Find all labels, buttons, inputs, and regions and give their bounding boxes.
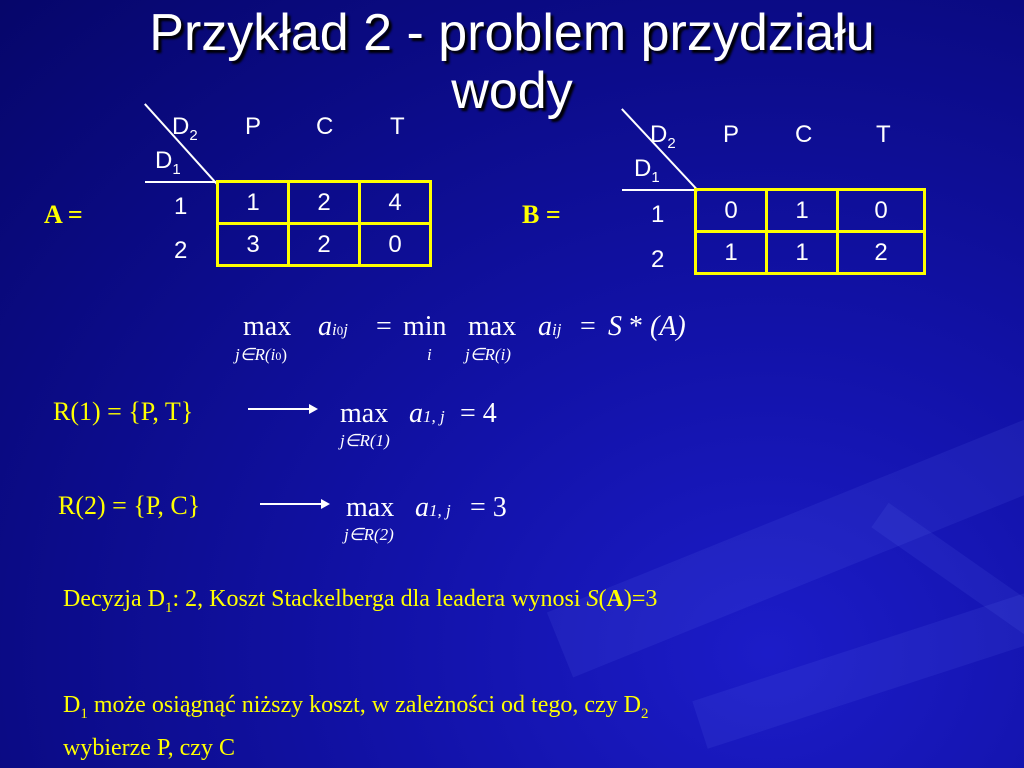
matrix-b-label: B = xyxy=(522,200,561,229)
matrix-a-col-header: P xyxy=(245,113,262,140)
r2-a1j: a1, j xyxy=(415,492,451,523)
formula-max-2: max xyxy=(468,311,517,342)
formula-eq-1: = xyxy=(376,311,392,342)
matrix-b-cell: 0 xyxy=(696,190,767,232)
matrix-b-col-header: P xyxy=(723,121,740,148)
formula-eq-2: = xyxy=(580,311,596,342)
matrix-a-label: A = xyxy=(44,200,83,229)
table-row xyxy=(696,190,925,232)
formula-s-star-a: S * (A) xyxy=(608,311,686,342)
matrix-a-col-header: T xyxy=(390,113,405,140)
r2-arrow xyxy=(260,503,328,505)
r1-set: R(1) = {P, T} xyxy=(53,397,194,426)
table-row xyxy=(218,182,431,224)
matrix-a-row-label: 1 xyxy=(174,193,188,220)
decision-text: Decyzja $D_1$: 2, Koszt Stackelberga dla leadera wynosi S(A)=3 xyxy=(63,586,658,616)
matrix-b-header-d2: $D_2$ xyxy=(650,121,676,152)
r1-arrow xyxy=(248,408,316,410)
r2-under: j∈R(2) xyxy=(344,525,394,544)
matrix-a-header-d2: $D_2$ xyxy=(172,113,198,144)
matrix-b-cell: 1 xyxy=(696,232,767,274)
matrix-b-header-d1: $D_1$ xyxy=(634,155,660,186)
matrix-b-table xyxy=(694,188,926,275)
formula-max-1: max xyxy=(243,311,292,342)
formula-under-min: i xyxy=(427,345,432,364)
formula-under-max-1: j∈R(i0) xyxy=(235,345,287,364)
matrix-b-cell: 2 xyxy=(838,232,925,274)
cost-note-line-2: wybierze P, czy C xyxy=(63,734,235,761)
matrix-b-col-header: C xyxy=(795,121,813,148)
matrix-a-cell: 4 xyxy=(360,182,431,224)
matrix-a-cell: 1 xyxy=(218,182,289,224)
r2-result: = 3 xyxy=(470,492,507,523)
formula-a-i0-j: ai0j xyxy=(318,311,348,342)
r1-under: j∈R(1) xyxy=(340,431,390,450)
r2-max: max xyxy=(346,492,395,523)
title-line-2: wody xyxy=(451,62,573,120)
matrix-a-cell: 2 xyxy=(289,224,360,266)
matrix-a-cell: 3 xyxy=(218,224,289,266)
matrix-a-header-underline xyxy=(145,181,217,183)
matrix-a-cell: 2 xyxy=(289,182,360,224)
matrix-b-row-label: 1 xyxy=(651,201,665,228)
matrix-a-table xyxy=(216,180,432,267)
title-line-1: Przykład 2 - problem przydziału xyxy=(149,4,875,62)
table-row xyxy=(696,232,925,274)
cost-note: $D_1$ może osiągnąć niższy koszt, w zależności od tego, czy $D_2$ wybierze P, czy C xyxy=(63,692,649,761)
matrix-b-row-label: 2 xyxy=(651,246,665,273)
matrix-b-cell: 1 xyxy=(767,190,838,232)
matrix-b-cell: 0 xyxy=(838,190,925,232)
formula-min: min xyxy=(403,311,447,342)
table-row xyxy=(218,224,431,266)
matrix-b-cell: 1 xyxy=(767,232,838,274)
r1-a1j: a1, j xyxy=(409,398,445,429)
matrix-b-col-header: T xyxy=(876,121,891,148)
matrix-a-cell: 0 xyxy=(360,224,431,266)
r1-max: max xyxy=(340,398,389,429)
matrix-a-row-label: 2 xyxy=(174,237,188,264)
slide-title xyxy=(0,4,1024,120)
matrix-b-header-underline xyxy=(622,189,698,191)
matrix-a-header-d1: $D_1$ xyxy=(155,147,181,178)
formula-under-max-2: j∈R(i) xyxy=(465,345,511,364)
matrix-a-col-header: C xyxy=(316,113,334,140)
formula-a-ij: aij xyxy=(538,311,562,342)
r1-result: = 4 xyxy=(460,398,497,429)
r2-set: R(2) = {P, C} xyxy=(58,491,201,520)
